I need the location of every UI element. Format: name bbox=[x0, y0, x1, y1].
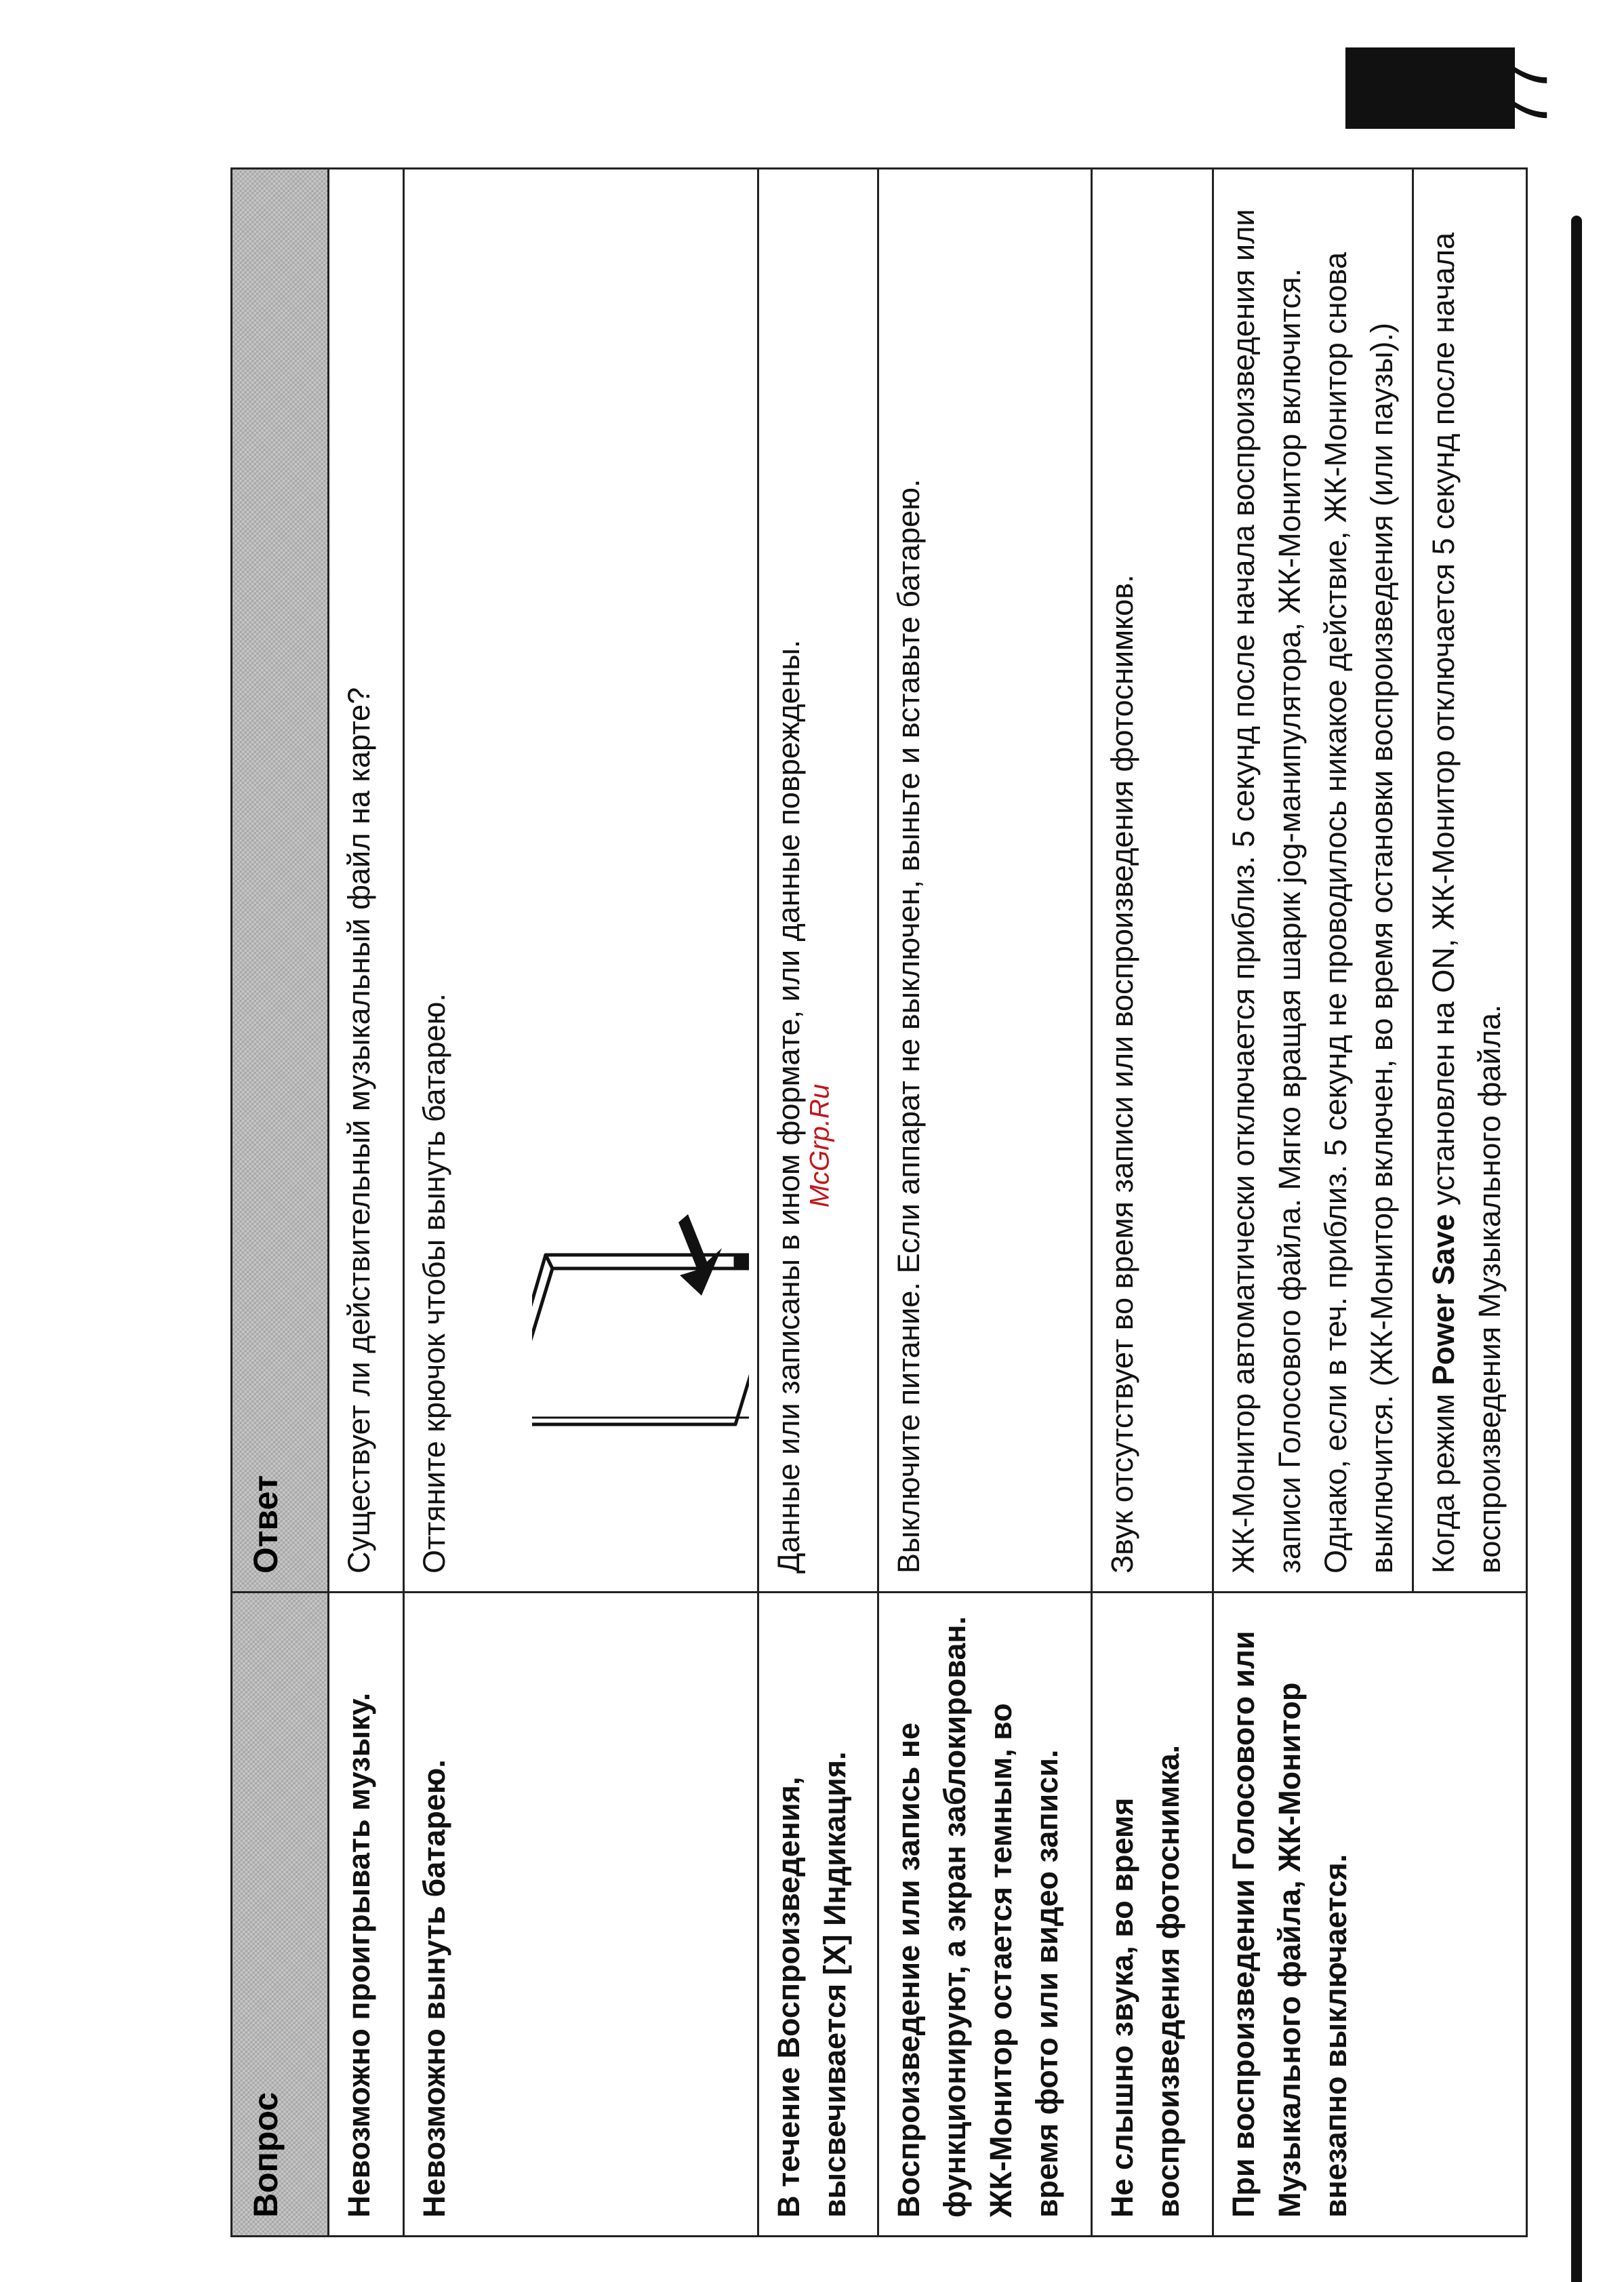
table-row bbox=[1092, 169, 1213, 2237]
question-cell: Невозможно вынуть батарею. bbox=[404, 1593, 758, 2237]
power-save-term: Power Save bbox=[1426, 1214, 1461, 1386]
answer-cell bbox=[404, 169, 758, 1593]
battery-removal-illustration bbox=[532, 1160, 749, 1513]
page-side-rule bbox=[1571, 216, 1582, 2282]
battery-figure-area bbox=[458, 187, 702, 1574]
table-row bbox=[878, 169, 1092, 2237]
header-question: Вопрос bbox=[232, 1593, 329, 2237]
answer-cell: Существует ли действительный музыкальный файл на карте? bbox=[329, 169, 404, 1593]
answer-cell: Звук отсутствует во время записи или воспроизведения фотоснимков. bbox=[1092, 169, 1213, 1593]
troubleshooting-table-rotated bbox=[230, 169, 1507, 2237]
answer-part-1: ЖК-Монитор автоматически отключается приблиз. 5 секунд после начала воспроизведения или записи Голосового файла. Мягко вращая шарик jog-манипулятора, ЖК-Монитор включится. Однако, если в теч. приблиз. 5 секунд не проводилось никакое действие, ЖК-Монитор снова выключится. (ЖК-Монитор включен, во время остановки воспроизведения (или паузы).) bbox=[1226, 209, 1399, 1574]
header-answer: Ответ bbox=[232, 169, 329, 1593]
question-cell: В течение Воспроизведения, высвечивается [X] Индикация. bbox=[758, 1593, 878, 2237]
table-row bbox=[1213, 169, 1527, 2237]
troubleshooting-table bbox=[230, 167, 1528, 2237]
answer-cell: Выключите питание. Если аппарат не выключен, выньте и вставьте батарею. bbox=[878, 169, 1092, 1593]
table-row bbox=[404, 169, 758, 2237]
question-cell: Не слышно звука, во время воспроизведения фотоснимка. bbox=[1092, 1593, 1213, 2237]
answer-text: Оттяните крючок чтобы вынуть батарею. bbox=[417, 993, 451, 1574]
table-row bbox=[329, 169, 404, 2237]
question-cell: При воспроизведении Голосового или Музыкального файла, ЖК-Монитор внезапно выключается. bbox=[1213, 1593, 1527, 2237]
troubleshooting-table-wrap bbox=[230, 169, 1507, 2237]
answer-cell: Данные или записаны в ином формате, или данные повреждены. bbox=[758, 169, 878, 1593]
question-cell: Невозможно проигрывать музыку. bbox=[329, 1593, 404, 2237]
page-number: 77 bbox=[1488, 60, 1561, 130]
answer-part-2-prefix: Когда режим bbox=[1426, 1385, 1461, 1574]
answer-cell bbox=[1213, 169, 1527, 1593]
answer-part-2-suffix: установлен на ON, ЖК-Монитор отключается 5 секунд после начала воспроизведения Музыкального файла. bbox=[1426, 232, 1507, 1574]
watermark-text: McGrp.Ru bbox=[805, 1083, 835, 1208]
table-header-row bbox=[232, 169, 329, 2237]
answer-part-2 bbox=[1412, 169, 1520, 1591]
question-cell: Воспроизведение или запись не функционируют, а экран заблокирован. ЖК-Монитор остается темным, во время фото или видео записи. bbox=[878, 1593, 1092, 2237]
